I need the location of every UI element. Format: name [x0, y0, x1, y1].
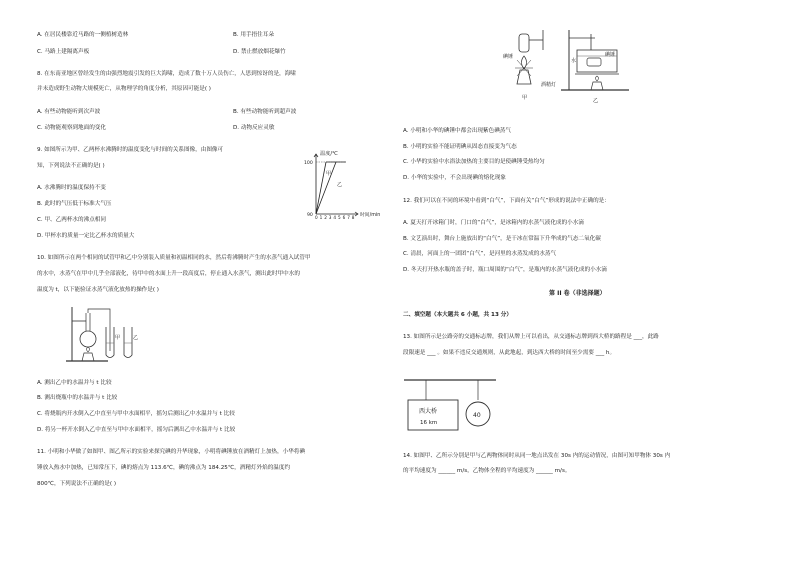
q7-option-d: D. 禁止燃放烟花爆竹 [233, 49, 286, 55]
graph-x-tick: 3 [328, 215, 332, 220]
q12-option-c: C. 清晨，河面上的一团团“白气”，是河里的水蒸发成的水蒸气 [403, 251, 557, 257]
graph-xlabel: 时间/min [360, 213, 381, 218]
graph-x-tick: 8 [351, 215, 355, 220]
q8-stem-line1: 8. 在东南亚地区曾经发生的由强烈地震引发的巨大海啸，造成了数十万人员伤亡，人思到惊讶的是，海啸 [37, 71, 296, 77]
q9-stem-line2: 知，下列说法不正确的是( ) [37, 163, 105, 169]
q14-stem-line2: 的平均速度为 ______ m/s，乙物体全程的平均速度为 ______ m/s。 [403, 468, 571, 474]
q11-option-a: A. 小明和小华的碘锤中都会出现紫色碘蒸气 [403, 128, 511, 134]
graph-x-tick: 2 [324, 215, 327, 220]
q8-option-a: A. 有些动物能听到次声波 [37, 109, 101, 115]
q7-option-b: B. 用手捂住耳朵 [233, 32, 274, 38]
fig11-label-jia: 甲 [522, 95, 528, 101]
fig11-label-iodine-1: 碘锤 [503, 54, 514, 60]
q8-stem-line2: 并未造成野生动物大规模死亡，从物理学的角度分析，其原因可能是( ) [37, 86, 211, 92]
section2-title: 二、填空题（本大题共 6 小题，共 13 分） [403, 312, 512, 318]
graph-y-top: 100 [304, 161, 313, 166]
q12-option-a: A. 夏天打开冰箱门时，门口的“白气”，是冰箱内的水蒸气液化成的小水滴 [403, 220, 584, 226]
q12-option-b: B. 文艺演出时，舞台上施放出的“白气”，是干冰在常温下升华成的气态二氧化碳 [403, 236, 601, 242]
q9-option-a: A. 水沸腾时的温度保持不变 [37, 185, 106, 191]
q10-stem-line2: 的水中，水蒸气在甲中几乎全部液化，待甲中的水面上升一段高度后，停止通入水蒸气，测出此时甲中水的 [37, 271, 300, 277]
q11-option-c: C. 小华的实验中水浴法加热的主要目的是使碘锤受热均匀 [403, 159, 545, 165]
q11-option-d: D. 小华的实验中，不会出现碘的熔化现象 [403, 175, 506, 181]
graph-x-tick: 6 [342, 215, 346, 220]
graph-x-tick: 4 [333, 215, 337, 220]
q12-stem: 12. 我们可以在不同的环境中看到“白气”，下面有关“白气”形成的说法中正确的是： [403, 198, 610, 204]
q11-stem-line3: 800℃，下列说法不正确的是( ) [37, 481, 117, 487]
q10-option-d: D. 将另一杯开水倒入乙中直至与甲中水面相平，摇匀后测出乙中水温并与 t 比较 [37, 427, 236, 433]
q11-stem-line1: 11. 小明和小华做了如图甲、图乙所示的实验来探究碘的升华现象，小明将碘锤放在酒精灯上加热，小华将碘 [37, 449, 305, 455]
q8-option-d: D. 动物反应灵敏 [233, 125, 275, 131]
line-jia [316, 162, 326, 214]
q10-apparatus-figure [64, 303, 144, 367]
q14-stem-line1: 14. 如图甲、乙所示分别是甲与乙两物体同时从同一地点出发在 30s 内的运动情况，由图可知甲物体 30s 内 [403, 453, 671, 459]
fig10-label-yi: 乙 [133, 335, 139, 341]
fig11-label-iodine-2: 碘锤 [605, 52, 616, 58]
q9-option-c: C. 甲、乙两杯水的沸点相同 [37, 217, 106, 223]
q11-iodine-figure [495, 24, 635, 108]
q13-stem-line2: 段限速是 ___ 。如果不违反交通规则，从此地起，到达西大桥的时间至少需要 ___ h。 [403, 350, 616, 356]
speed-limit-value: 40 [473, 412, 481, 419]
part2-title: 第 II 卷（非选择题） [549, 290, 606, 297]
graph-x-tick: 7 [347, 215, 350, 220]
q10-option-c: C. 将烧瓶内开水倒入乙中直至与甲中水面相平，摇匀后测出乙中水温并与 t 比较 [37, 411, 235, 417]
graph-x-tick: 0 [315, 215, 318, 220]
q9-temperature-graph [302, 148, 364, 220]
graph-x-tick: 1 [319, 215, 323, 220]
q8-option-c: C. 动物能观察到地面的变化 [37, 125, 106, 131]
q10-option-b: B. 测出烧瓶中的水温并与 t 比较 [37, 395, 118, 401]
q9-option-d: D. 甲杯水的质量一定比乙杯水的质量大 [37, 233, 135, 239]
sign-line1: 西大桥 [419, 408, 438, 415]
q12-option-d: D. 冬天打开热水瓶的盖子时，瓶口周围的“白气”，是瓶内的水蒸气液化成的小水滴 [403, 267, 607, 273]
sign-line2: 16 km [420, 420, 438, 426]
graph-label-jia: 甲 [326, 171, 332, 177]
fig11-label-water: 水 [571, 58, 577, 64]
q10-stem-line1: 10. 如图所示在两个相同的试管甲和乙中分别装入质量和初温相同的水，然后将沸腾时产生的水蒸气通入试管甲 [37, 255, 311, 261]
q11-option-b: B. 小明的实验不能证明碘从固态直接变为气态 [403, 144, 517, 150]
graph-label-yi: 乙 [337, 182, 343, 188]
q10-option-a: A. 测出乙中的水温并与 t 比较 [37, 380, 112, 386]
q10-stem-line3: 温度为 t，以下能验证水蒸气液化放热的操作是( ) [37, 287, 159, 293]
q11-stem-line2: 锤放入热水中加热，已知常压下，碘的熔点为 113.6℃，碘的沸点为 184.25℃，酒精灯外焰的温度约 [37, 465, 291, 471]
q9-option-b: B. 此时的气压低于标准大气压 [37, 201, 112, 207]
q7-option-c: C. 马路上建隔离声板 [37, 49, 90, 55]
graph-ylabel: 温度/℃ [320, 151, 338, 157]
graph-x-tick: 5 [338, 215, 341, 220]
q7-option-a: A. 在居民楼靠近马路的一侧植树造林 [37, 32, 129, 38]
line-yi [316, 162, 336, 214]
graph-y-bottom: 90 [307, 213, 313, 218]
q8-option-b: B. 有些动物能听到超声波 [233, 109, 297, 115]
fig11-label-lamp: 酒精灯 [541, 82, 557, 88]
q13-traffic-sign-figure [400, 374, 500, 436]
fig10-label-jia: 甲 [115, 335, 121, 341]
q9-stem-line1: 9. 如图所示为甲、乙两杯水沸腾时的温度变化与时间的关系图像，由图像可 [37, 147, 224, 153]
fig11-label-yi: 乙 [593, 98, 599, 104]
q13-stem-line1: 13. 如图所示是公路旁的交通标志牌，我们从牌上可以看出，从交通标志牌到西大桥的路程是 ___，此路 [403, 334, 659, 340]
